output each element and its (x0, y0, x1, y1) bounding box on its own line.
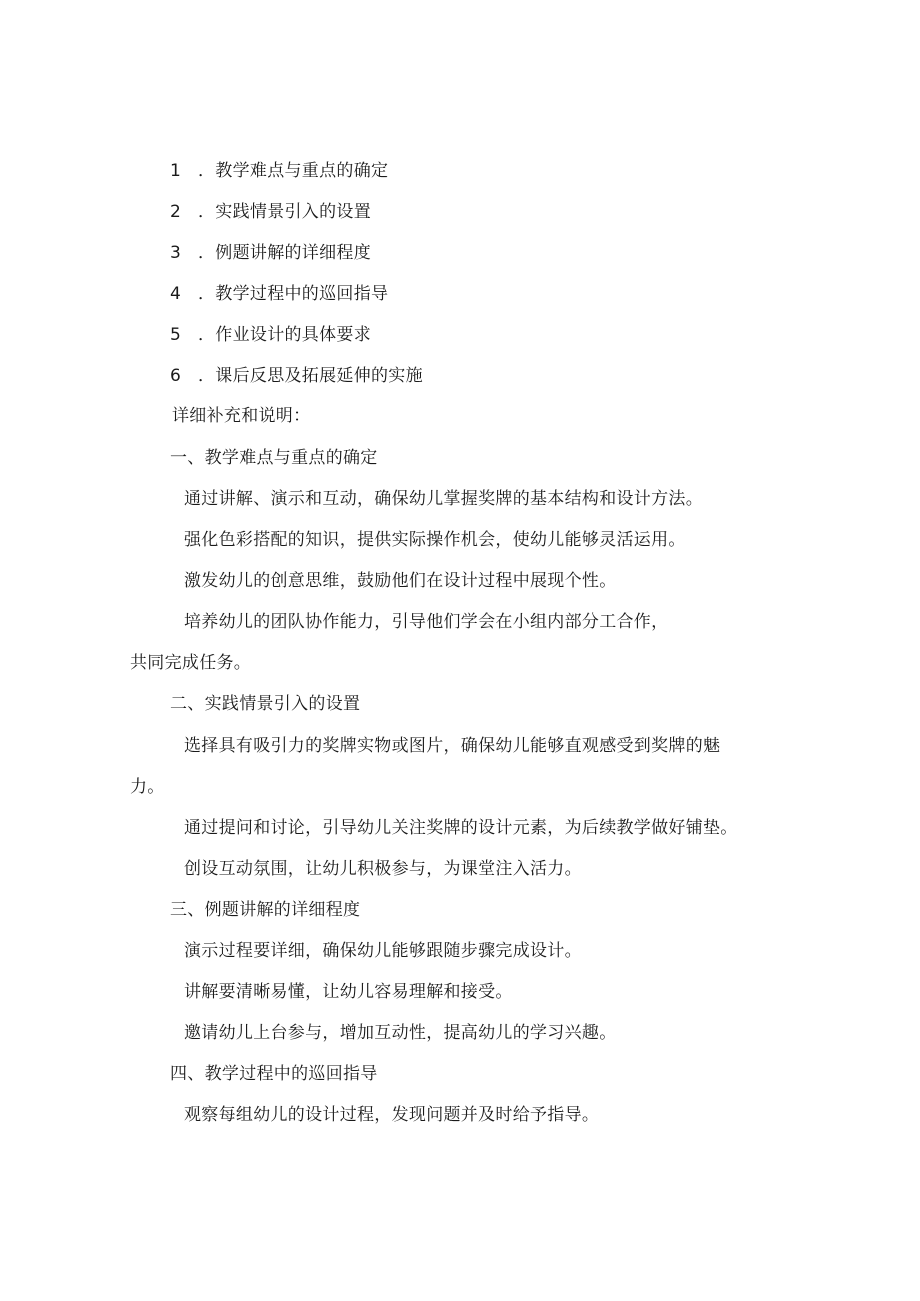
paragraph: 演示过程要详细，确保幼儿能够跟随步骤完成设计。 (184, 941, 582, 961)
paragraph: 激发幼儿的创意思维，鼓励他们在设计过程中展现个性。 (184, 571, 617, 591)
toc-number: 6 (170, 366, 182, 386)
paragraph: 邀请幼儿上台参与，增加互动性，提高幼儿的学习兴趣。 (184, 1023, 617, 1043)
paragraph: 通过提问和讨论，引导幼儿关注奖牌的设计元素，为后续教学做好铺垫。 (184, 818, 738, 838)
paragraph: 讲解要清晰易懂，让幼儿容易理解和接受。 (184, 982, 513, 1002)
toc-item-3 (170, 241, 371, 265)
paragraph-continuation: 力。 (130, 777, 165, 797)
section-heading: 二、实践情景引入的设置 (170, 694, 361, 714)
toc-number: 1 (170, 161, 182, 181)
toc-item-6 (170, 364, 423, 388)
section-heading: 四、教学过程中的巡回指导 (170, 1064, 378, 1084)
paragraph: 选择具有吸引力的奖牌实物或图片，确保幼儿能够直观感受到奖牌的魅 (184, 736, 721, 756)
toc-item-4 (170, 282, 388, 306)
toc-item-5 (170, 323, 371, 347)
toc-text: ．教学难点与重点的确定 (198, 161, 389, 181)
toc-text: ．例题讲解的详细程度 (198, 243, 371, 263)
intro-text: 详细补充和说明： (172, 406, 311, 426)
toc-number: 2 (170, 202, 182, 222)
section-heading: 三、例题讲解的详细程度 (170, 900, 361, 920)
toc-number: 5 (170, 325, 182, 345)
toc-number: 4 (170, 284, 182, 304)
toc-item-1 (170, 159, 388, 183)
toc-text: ．课后反思及拓展延伸的实施 (198, 366, 423, 386)
paragraph-continuation: 共同完成任务。 (130, 653, 252, 673)
paragraph: 创设互动氛围，让幼儿积极参与，为课堂注入活力。 (184, 859, 582, 879)
toc-text: ．实践情景引入的设置 (198, 202, 371, 222)
paragraph: 强化色彩搭配的知识，提供实际操作机会，使幼儿能够灵活运用。 (184, 530, 686, 550)
toc-text: ．教学过程中的巡回指导 (198, 284, 389, 304)
toc-number: 3 (170, 243, 182, 263)
toc-item-2 (170, 200, 371, 224)
section-heading: 一、教学难点与重点的确定 (170, 448, 378, 468)
toc-text: ．作业设计的具体要求 (198, 325, 371, 345)
paragraph: 观察每组幼儿的设计过程，发现问题并及时给予指导。 (184, 1105, 600, 1125)
paragraph: 培养幼儿的团队协作能力，引导他们学会在小组内部分工合作， (184, 612, 669, 632)
paragraph: 通过讲解、演示和互动，确保幼儿掌握奖牌的基本结构和设计方法。 (184, 489, 703, 509)
